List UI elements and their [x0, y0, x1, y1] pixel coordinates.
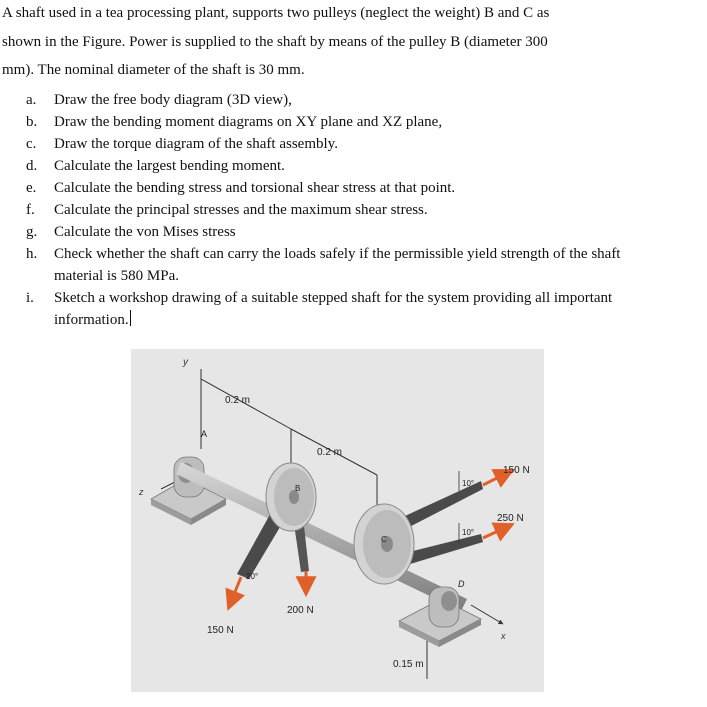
angle-label-10-top: 10°: [462, 479, 475, 488]
question-text: Draw the bending moment diagrams on XY plane and XZ plane,: [54, 114, 443, 130]
question-label: a.: [26, 92, 37, 108]
pulley-c: [354, 504, 414, 584]
question-i: [26, 287, 696, 331]
question-f: [26, 199, 696, 221]
question-label: f.: [26, 202, 35, 218]
question-text-line: material is 580 MPa.: [54, 268, 179, 284]
question-label: g.: [26, 224, 38, 240]
question-text: [54, 287, 696, 331]
force-label-150n-bottom: 150 N: [207, 625, 234, 636]
question-text-line: Check whether the shaft can carry the loads safely if the permissible yield strength of the shaft: [54, 246, 621, 262]
axis-x-label: x: [501, 631, 506, 641]
question-label: b.: [26, 114, 38, 130]
question-g: [26, 221, 696, 243]
pulley-b: [266, 463, 316, 531]
question-e: [26, 177, 696, 199]
dim-label-0-2m-first: 0.2 m: [225, 395, 251, 406]
question-text: Draw the torque diagram of the shaft assembly.: [54, 136, 338, 152]
point-c-label: C: [381, 535, 387, 544]
question-text-line: Sketch a workshop drawing of a suitable stepped shaft for the system providing all important: [54, 290, 613, 306]
question-text-line: information.: [54, 312, 129, 328]
dim-label-0-15m: 0.15 m: [393, 659, 424, 670]
question-list: [26, 89, 696, 331]
intro-line-1: A shaft used in a tea processing plant, supports two pulleys (neglect the weight) B and C as: [2, 5, 550, 21]
question-d: [26, 155, 696, 177]
angle-label-10-mid: 10°: [462, 528, 475, 537]
intro-line-3: mm). The nominal diameter of the shaft is 30 mm.: [2, 62, 305, 78]
axis-z-label: z: [139, 487, 144, 497]
shaft-figure: [131, 349, 544, 692]
question-text: Calculate the largest bending moment.: [54, 158, 285, 174]
intro-line-2: shown in the Figure. Power is supplied to the shaft by means of the pulley B (diameter 300: [2, 34, 548, 50]
point-d-label: D: [458, 579, 465, 589]
question-text: Draw the free body diagram (3D view),: [54, 92, 292, 108]
axis-y-label: y: [183, 357, 188, 368]
question-text: Calculate the principal stresses and the maximum shear stress.: [54, 202, 428, 218]
question-c: [26, 133, 696, 155]
question-label: h.: [26, 246, 38, 262]
question-label: i.: [26, 290, 34, 306]
question-text: Calculate the bending stress and torsional shear stress at that point.: [54, 180, 456, 196]
question-text: Calculate the von Mises stress: [54, 224, 236, 240]
question-text: [54, 243, 696, 287]
force-label-150n-top: 150 N: [503, 465, 530, 476]
angle-label-20: 20°: [246, 572, 259, 581]
force-label-250n: 250 N: [497, 513, 524, 524]
point-a-label: A: [201, 429, 208, 439]
question-label: e.: [26, 180, 37, 196]
question-b: [26, 111, 696, 133]
force-label-200n: 200 N: [287, 605, 314, 616]
question-label: d.: [26, 158, 38, 174]
text-cursor: [130, 310, 131, 326]
dim-label-0-2m-second: 0.2 m: [317, 447, 343, 458]
question-label: c.: [26, 136, 37, 152]
question-a: [26, 89, 696, 111]
question-h: [26, 243, 696, 287]
point-b-label: B: [295, 484, 301, 493]
